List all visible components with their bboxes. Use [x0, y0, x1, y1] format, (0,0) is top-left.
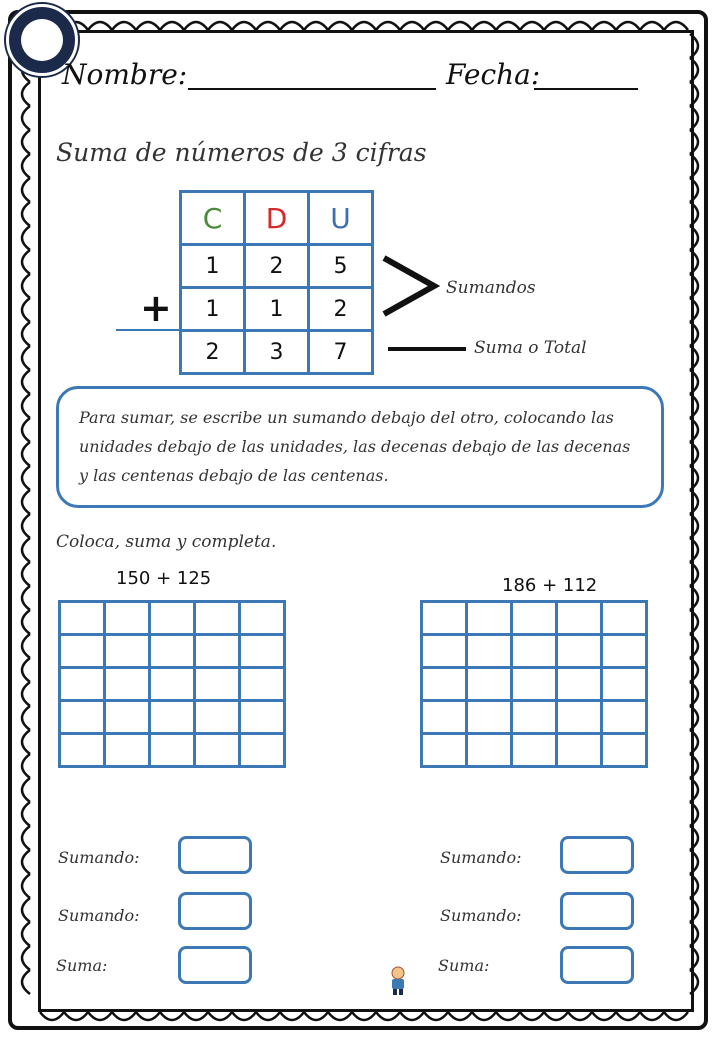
addend-box-2b[interactable]	[560, 892, 634, 930]
publisher-logo-footer	[328, 966, 412, 1004]
grid-cell[interactable]	[60, 668, 105, 701]
grid-cell[interactable]	[150, 602, 195, 635]
grid-cell[interactable]	[557, 734, 602, 767]
table-cell: 2	[181, 331, 245, 374]
answer-grid-2	[420, 600, 648, 768]
date-field[interactable]	[534, 88, 638, 90]
column-header-d: D	[245, 192, 309, 245]
grid-cell[interactable]	[602, 668, 647, 701]
grid-cell[interactable]	[60, 701, 105, 734]
grid-cell[interactable]	[422, 701, 467, 734]
grid-cell[interactable]	[422, 635, 467, 668]
grid-cell[interactable]	[512, 734, 557, 767]
grid-cell[interactable]	[602, 635, 647, 668]
table-cell: 3	[245, 331, 309, 374]
grid-cell[interactable]	[150, 701, 195, 734]
total-label: Suma o Total	[474, 338, 587, 358]
table-cell: 2	[245, 245, 309, 288]
example-table	[179, 190, 374, 375]
grid-cell[interactable]	[602, 701, 647, 734]
column-header-c: C	[181, 192, 245, 245]
name-label: Nombre:	[62, 58, 188, 91]
addend-label-2a: Sumando:	[440, 848, 522, 867]
table-cell: 5	[309, 245, 373, 288]
grid-cell[interactable]	[60, 635, 105, 668]
child-figure-icon	[388, 966, 408, 996]
grid-cell[interactable]	[105, 734, 150, 767]
sum-label-1: Suma:	[56, 956, 108, 975]
grid-cell[interactable]	[240, 668, 285, 701]
grid-cell[interactable]	[240, 701, 285, 734]
grid-cell[interactable]	[557, 602, 602, 635]
grid-cell[interactable]	[557, 635, 602, 668]
addend-box-1b[interactable]	[178, 892, 252, 930]
sum-label-2: Suma:	[438, 956, 490, 975]
grid-cell[interactable]	[467, 701, 512, 734]
grid-cell[interactable]	[105, 668, 150, 701]
grid-cell[interactable]	[195, 602, 240, 635]
grid-cell[interactable]	[105, 701, 150, 734]
grid-cell[interactable]	[512, 635, 557, 668]
grid-cell[interactable]	[422, 734, 467, 767]
explanation-box: Para sumar, se escribe un sumando debajo del otro, colocando las unidades debajo de las unidades, las decenas debajo de las decenas y las centenas debajo de las centenas.	[56, 386, 664, 508]
grid-cell[interactable]	[467, 602, 512, 635]
grid-cell[interactable]	[150, 668, 195, 701]
grid-cell[interactable]	[512, 701, 557, 734]
grid-cell[interactable]	[240, 635, 285, 668]
addends-bracket-icon	[380, 252, 440, 322]
grid-cell[interactable]	[422, 668, 467, 701]
grid-cell[interactable]	[467, 734, 512, 767]
addends-label: Sumandos	[446, 278, 536, 298]
instruction-text: Coloca, suma y completa.	[56, 532, 277, 552]
addend-label-2b: Sumando:	[440, 906, 522, 925]
addend-label-1b: Sumando:	[58, 906, 140, 925]
grid-cell[interactable]	[512, 668, 557, 701]
table-cell: 1	[181, 288, 245, 331]
grid-cell[interactable]	[60, 734, 105, 767]
grid-cell[interactable]	[105, 635, 150, 668]
grid-cell[interactable]	[105, 602, 150, 635]
grid-cell[interactable]	[60, 602, 105, 635]
grid-cell[interactable]	[150, 734, 195, 767]
addend-box-2a[interactable]	[560, 836, 634, 874]
operation-1: 150 + 125	[116, 568, 212, 589]
grid-cell[interactable]	[422, 602, 467, 635]
grid-cell[interactable]	[557, 701, 602, 734]
grid-cell[interactable]	[240, 734, 285, 767]
addend-label-1a: Sumando:	[58, 848, 140, 867]
operation-2: 186 + 112	[502, 575, 598, 596]
table-cell: 7	[309, 331, 373, 374]
grid-cell[interactable]	[195, 701, 240, 734]
grid-cell[interactable]	[150, 635, 195, 668]
grid-cell[interactable]	[240, 602, 285, 635]
grid-cell[interactable]	[602, 602, 647, 635]
grid-cell[interactable]	[557, 668, 602, 701]
answer-grid-1	[58, 600, 286, 768]
column-header-u: U	[309, 192, 373, 245]
sum-box-2[interactable]	[560, 946, 634, 984]
grid-cell[interactable]	[195, 734, 240, 767]
grid-cell[interactable]	[467, 635, 512, 668]
date-label: Fecha:	[446, 58, 541, 91]
sum-box-1[interactable]	[178, 946, 252, 984]
table-cell: 1	[181, 245, 245, 288]
grid-cell[interactable]	[602, 734, 647, 767]
sum-underline	[116, 329, 182, 331]
addend-box-1a[interactable]	[178, 836, 252, 874]
page-title: Suma de números de 3 cifras	[56, 138, 427, 167]
total-dash	[388, 347, 466, 351]
table-cell: 1	[245, 288, 309, 331]
grid-cell[interactable]	[512, 602, 557, 635]
grid-cell[interactable]	[195, 668, 240, 701]
grid-cell[interactable]	[195, 635, 240, 668]
table-cell: 2	[309, 288, 373, 331]
grid-cell[interactable]	[467, 668, 512, 701]
name-field[interactable]	[188, 88, 436, 90]
plus-sign: +	[140, 286, 172, 330]
